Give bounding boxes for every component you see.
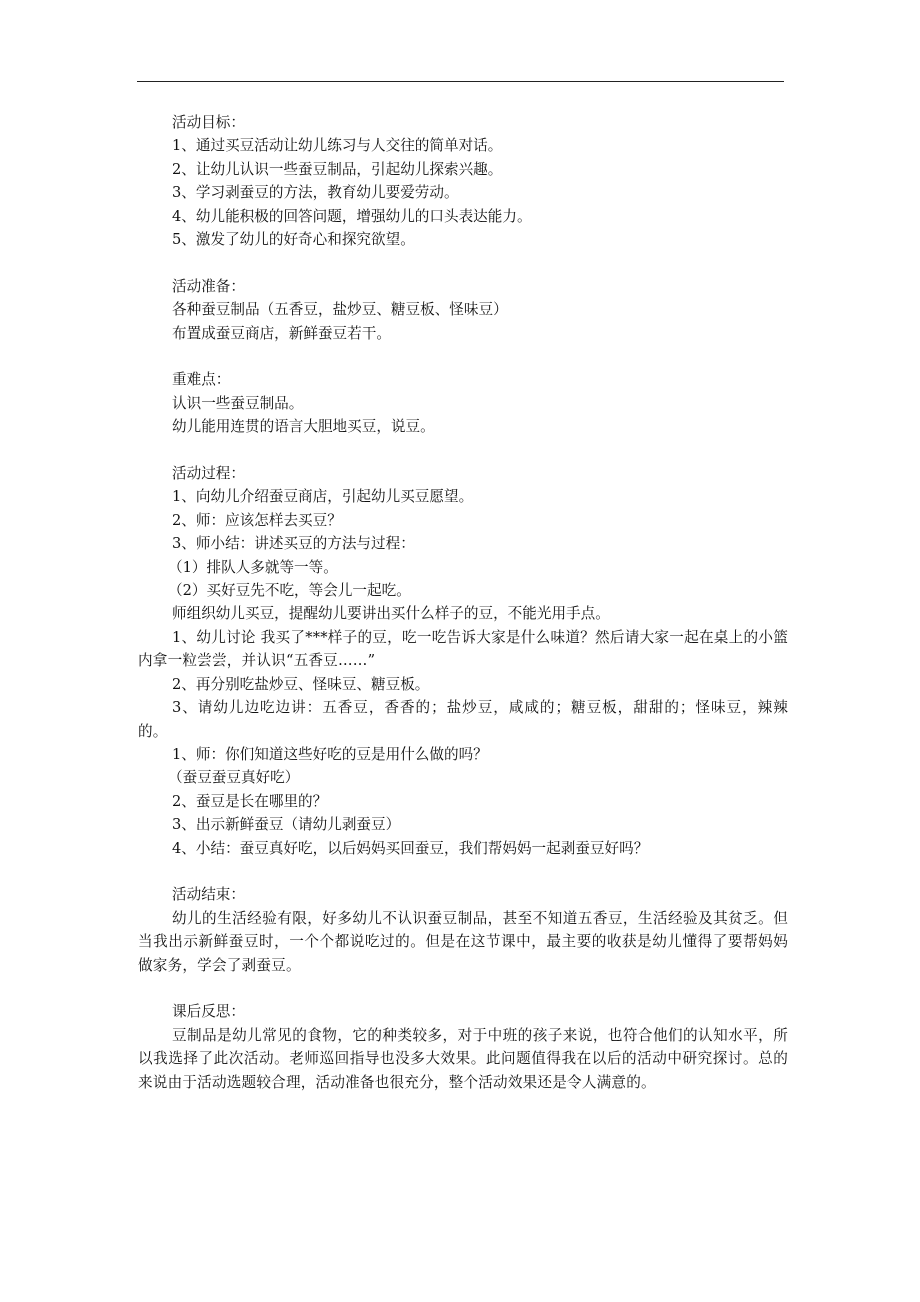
process-step: 4、小结：蚕豆真好吃，以后妈妈买回蚕豆，我们帮妈妈一起剥蚕豆好吗？	[172, 839, 649, 857]
process-step: 1、幼儿讨论 我买了***样子的豆，吃一吃告诉大家是什么味道？然后请大家一起在桌上的小篮内拿一粒尝尝，并认识“五香豆……”	[138, 628, 788, 670]
spacer	[138, 439, 788, 462]
process-heading: 活动过程：	[172, 465, 245, 483]
document-body	[138, 111, 788, 1094]
process-step: 2、再分别吃盐炒豆、怪味豆、糖豆板。	[172, 675, 430, 693]
key-heading: 重难点：	[172, 371, 231, 389]
process-substep: （2）买好豆先不吃，等会儿一起吃。	[168, 582, 411, 600]
process-step: 2、师：应该怎样去买豆？	[172, 511, 342, 529]
process-step: 3、出示新鲜蚕豆（请幼儿剥蚕豆）	[172, 816, 401, 834]
goal-item: 4、幼儿能积极的回答问题，增强幼儿的口头表达能力。	[172, 207, 532, 225]
goal-item: 1、通过买豆活动让幼儿练习与人交往的简单对话。	[172, 137, 503, 155]
prep-item: 布置成蚕豆商店，新鲜蚕豆若干。	[172, 324, 391, 342]
key-item: 幼儿能用连贯的语言大胆地买豆，说豆。	[172, 418, 435, 436]
goal-item: 2、让幼儿认识一些蚕豆制品，引起幼儿探索兴趣。	[172, 160, 503, 178]
spacer	[138, 251, 788, 274]
process-substep: （1）排队人多就等一等。	[168, 558, 338, 576]
goal-item: 3、学习剥蚕豆的方法，教育幼儿要爱劳动。	[172, 184, 459, 202]
process-step: 3、请幼儿边吃边讲：五香豆，香香的；盐炒豆，咸咸的；糖豆板，甜甜的；怪味豆，辣辣的。	[138, 699, 788, 740]
goal-item: 5、激发了幼儿的好奇心和探究欲望。	[172, 231, 415, 249]
end-paragraph: 幼儿的生活经验有限，好多幼儿不认识蚕豆制品，甚至不知道五香豆，生活经验及其贫乏。但当我出示新鲜蚕豆时，一个个都说吃过的。但是在这节课中，最主要的收获是幼儿懂得了要帮妈妈做家务，学会了剥蚕豆。	[138, 909, 788, 974]
end-heading: 活动结束：	[172, 886, 245, 904]
spacer	[138, 977, 788, 1000]
process-step: 3、师小结：讲述买豆的方法与过程：	[172, 535, 415, 553]
process-step: 1、向幼儿介绍蚕豆商店，引起幼儿买豆愿望。	[172, 488, 474, 506]
reflection-heading: 课后反思：	[172, 1003, 245, 1021]
key-item: 认识一些蚕豆制品。	[172, 394, 304, 412]
process-substep: （蚕豆蚕豆真好吃）	[168, 769, 300, 787]
process-step: 师组织幼儿买豆，提醒幼儿要讲出买什么样子的豆，不能光用手点。	[172, 605, 610, 623]
header-rule	[137, 81, 784, 82]
process-step: 1、师：你们知道这些好吃的豆是用什么做的吗？	[172, 745, 488, 763]
spacer	[138, 345, 788, 368]
process-step: 2、蚕豆是长在哪里的？	[172, 792, 328, 810]
reflection-paragraph: 豆制品是幼儿常见的食物，它的种类较多，对于中班的孩子来说，也符合他们的认知水平，所以我选择了此次活动。老师巡回指导也没多大效果。此问题值得我在以后的活动中研究探讨。总的来说由于活动选题较合理，活动准备也很充分，整个活动效果还是令人满意的。	[138, 1026, 788, 1091]
prep-item: 各种蚕豆制品（五香豆，盐炒豆、糖豆板、怪味豆）	[172, 301, 508, 319]
prep-heading: 活动准备：	[172, 277, 245, 295]
spacer	[138, 860, 788, 883]
goals-heading: 活动目标：	[172, 114, 245, 131]
